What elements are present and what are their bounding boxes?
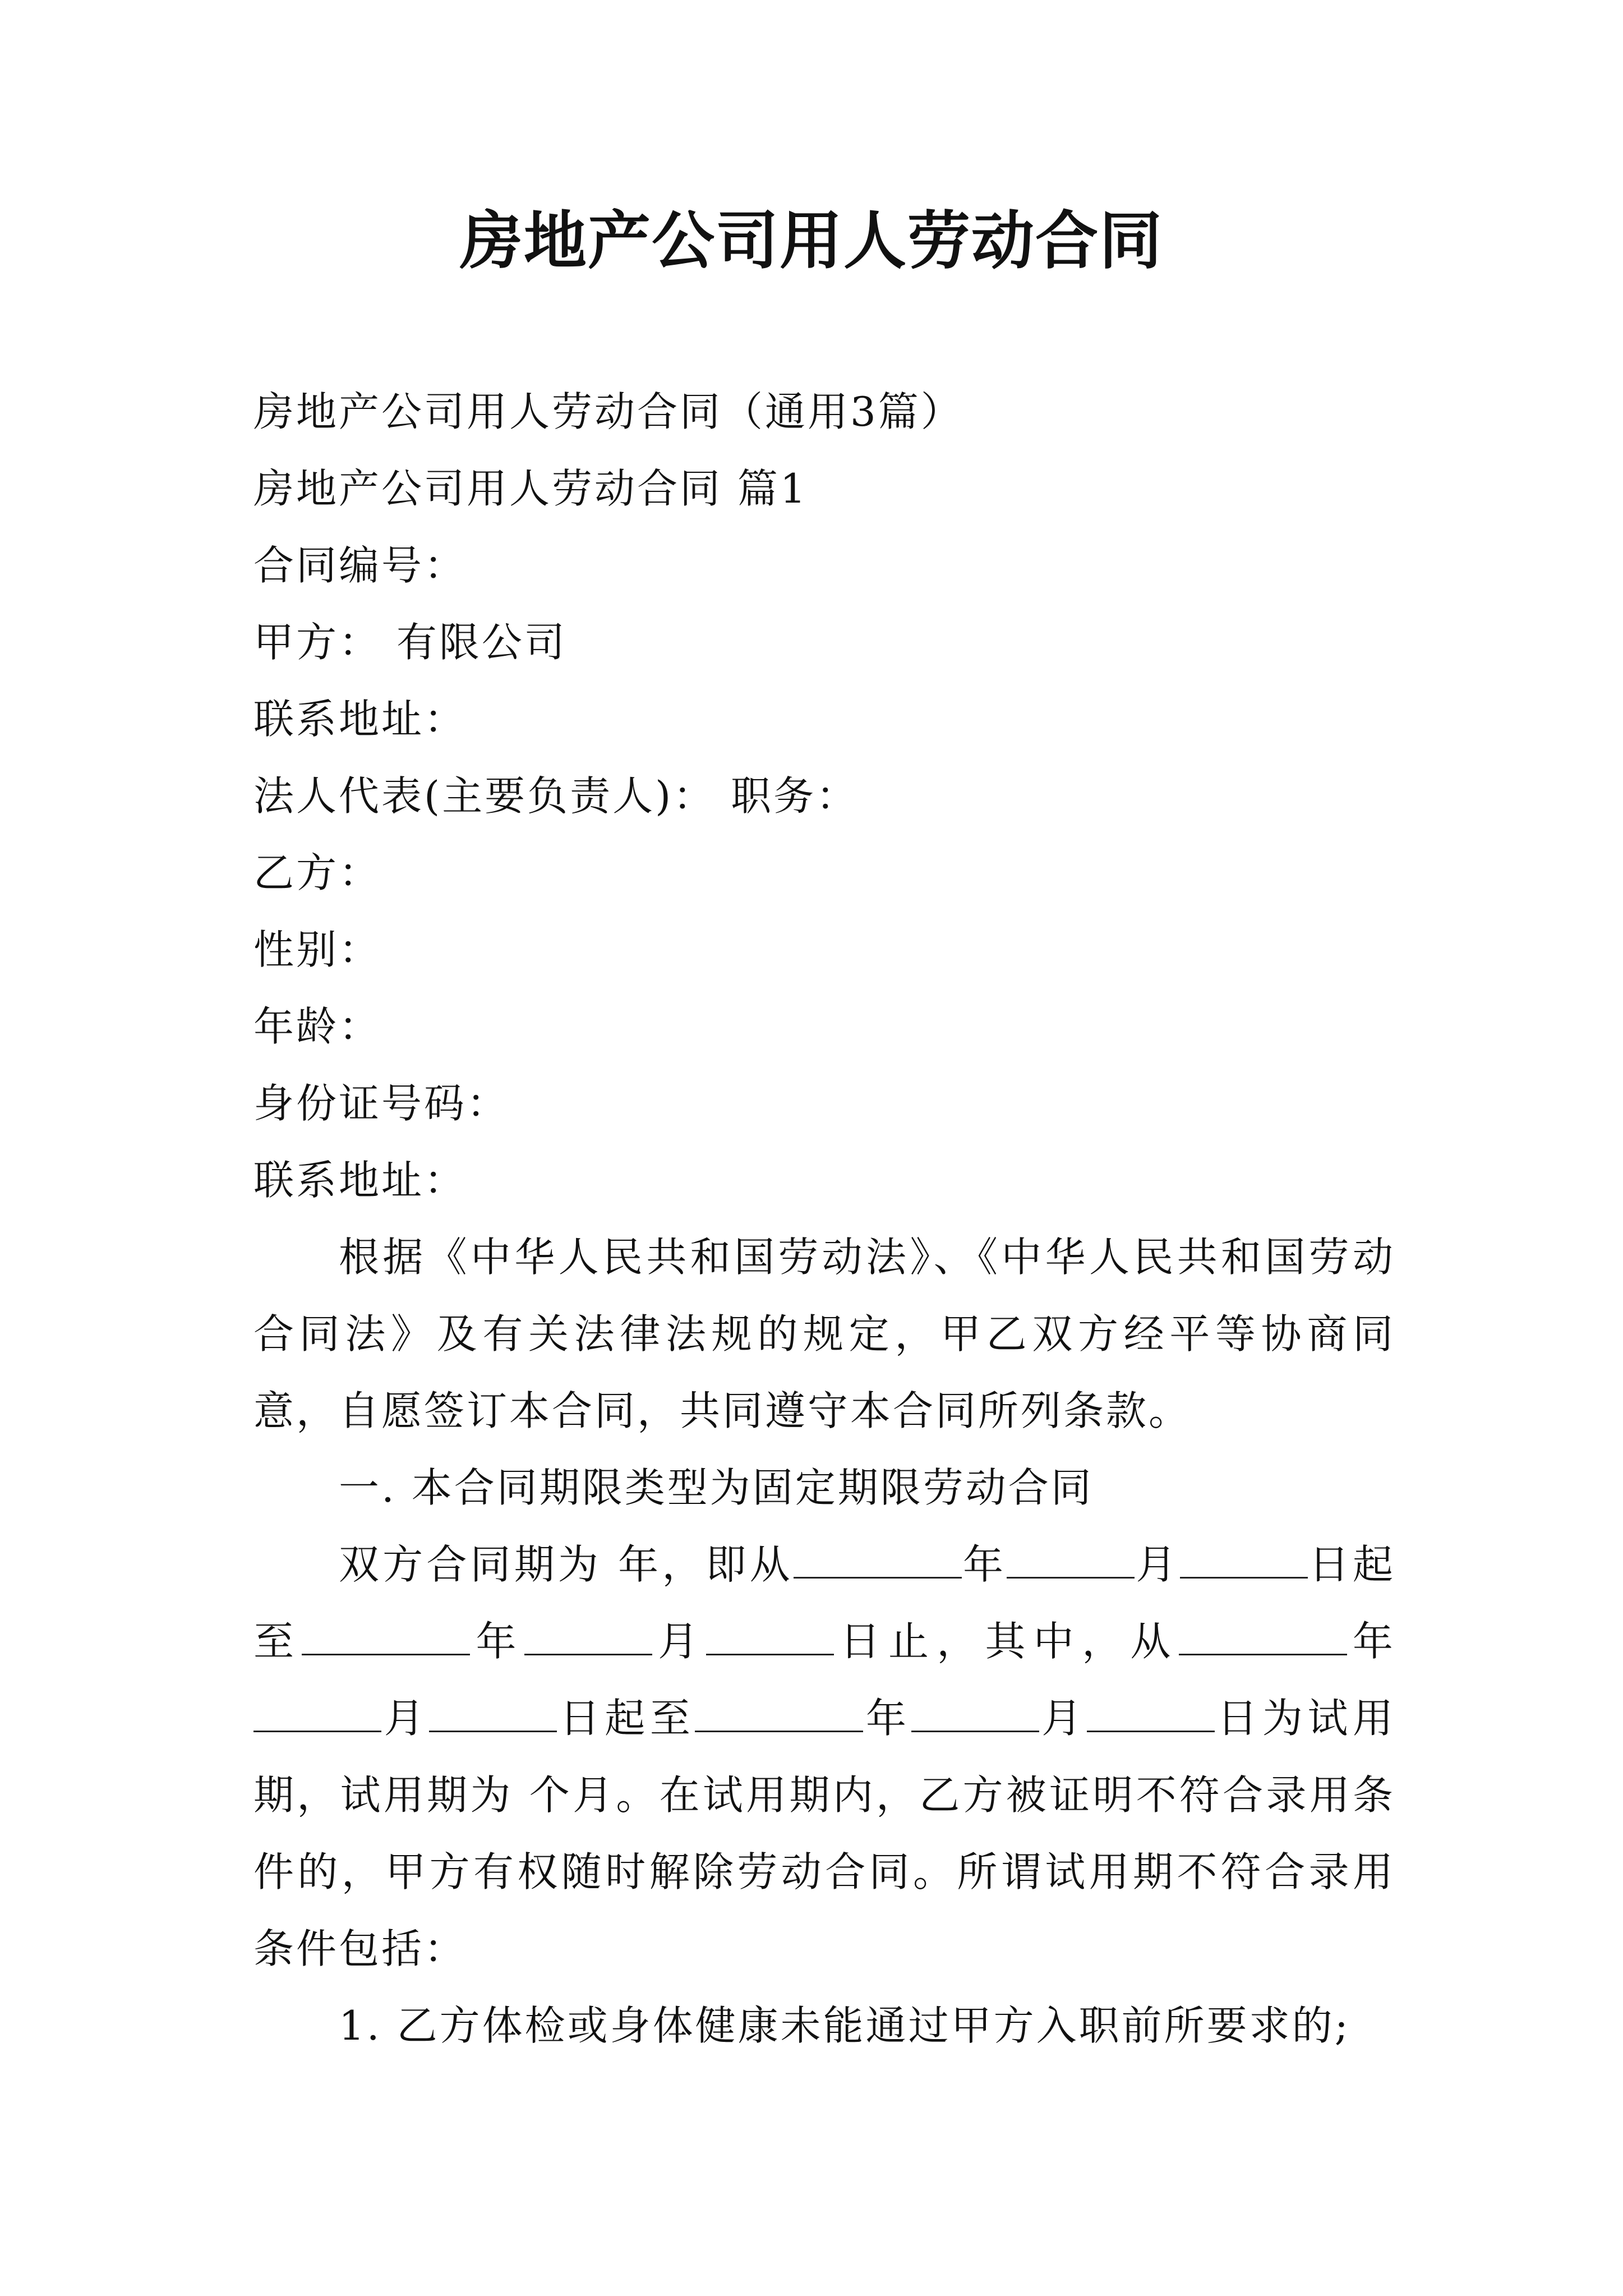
blank-line: [1007, 1543, 1135, 1579]
month-label: 月: [652, 1618, 707, 1665]
month-label: 月: [1039, 1695, 1087, 1742]
document-subtitle: 房地产公司用人劳动合同（通用3篇）: [253, 388, 963, 435]
term-text: 日为试用期，试用期为 个月。在试用期内，乙方被证明不符合录用条件的，甲方有权随时解除劳动合同。所谓试用期不符合录用条件包括：: [253, 1695, 1395, 1972]
year-label: 年: [470, 1618, 524, 1665]
blank-line: [1087, 1697, 1215, 1732]
id-number-field: 身份证号码：: [253, 1080, 510, 1127]
year-label: 年: [961, 1541, 1007, 1588]
blank-line: [524, 1620, 652, 1655]
document-title: 房地产公司用人劳动合同: [460, 204, 1163, 278]
party-a-address-field: 联系地址：: [253, 696, 467, 743]
year-label: 年: [863, 1695, 911, 1742]
item-1: 1. 乙方体检或身体健康未能通过甲方入职前所要求的;: [339, 2002, 1350, 2049]
contract-text: [253, 1219, 1395, 2064]
legal-representative-field: 法人代表(主要负责人)： 职务：: [253, 772, 859, 820]
document-body: [253, 374, 1392, 1219]
age-field: 年龄：: [253, 1003, 382, 1050]
year-label: 年: [1347, 1618, 1395, 1665]
blank-line: [706, 1620, 834, 1655]
contract-term-paragraph: [253, 1526, 1395, 1987]
term-text: 双方合同期为 年，即从: [339, 1541, 794, 1588]
term-text: 日起至: [557, 1695, 695, 1742]
party-a-field: 甲方： 有限公司: [253, 619, 567, 666]
party-b-field: 乙方：: [253, 849, 382, 896]
blank-line: [1180, 1543, 1308, 1579]
blank-line: [911, 1697, 1039, 1732]
blank-line: [302, 1620, 470, 1655]
blank-line: [1179, 1620, 1347, 1655]
blank-line: [253, 1697, 381, 1732]
party-b-address-field: 联系地址：: [253, 1157, 467, 1204]
section-1-heading: 一. 本合同期限类型为固定期限劳动合同: [339, 1464, 1094, 1511]
day-label: 日: [1307, 1541, 1353, 1588]
blank-line: [794, 1543, 962, 1579]
chapter-heading: 房地产公司用人劳动合同 篇1: [253, 465, 808, 512]
month-label: 月: [381, 1695, 430, 1742]
contract-number-field: 合同编号：: [253, 542, 467, 589]
gender-field: 性别：: [253, 926, 382, 973]
term-text: 日止，其中，从: [834, 1618, 1179, 1665]
term-text: 起至: [253, 1541, 1395, 1665]
preamble-paragraph: 根据《中华人民共和国劳动法》、《中华人民共和国劳动合同法》及有关法律法规的规定，甲乙双方经平等协商同意，自愿签订本合同，共同遵守本合同所列条款。: [253, 1234, 1395, 1434]
month-label: 月: [1135, 1541, 1180, 1588]
blank-line: [429, 1697, 557, 1732]
blank-line: [695, 1697, 863, 1732]
